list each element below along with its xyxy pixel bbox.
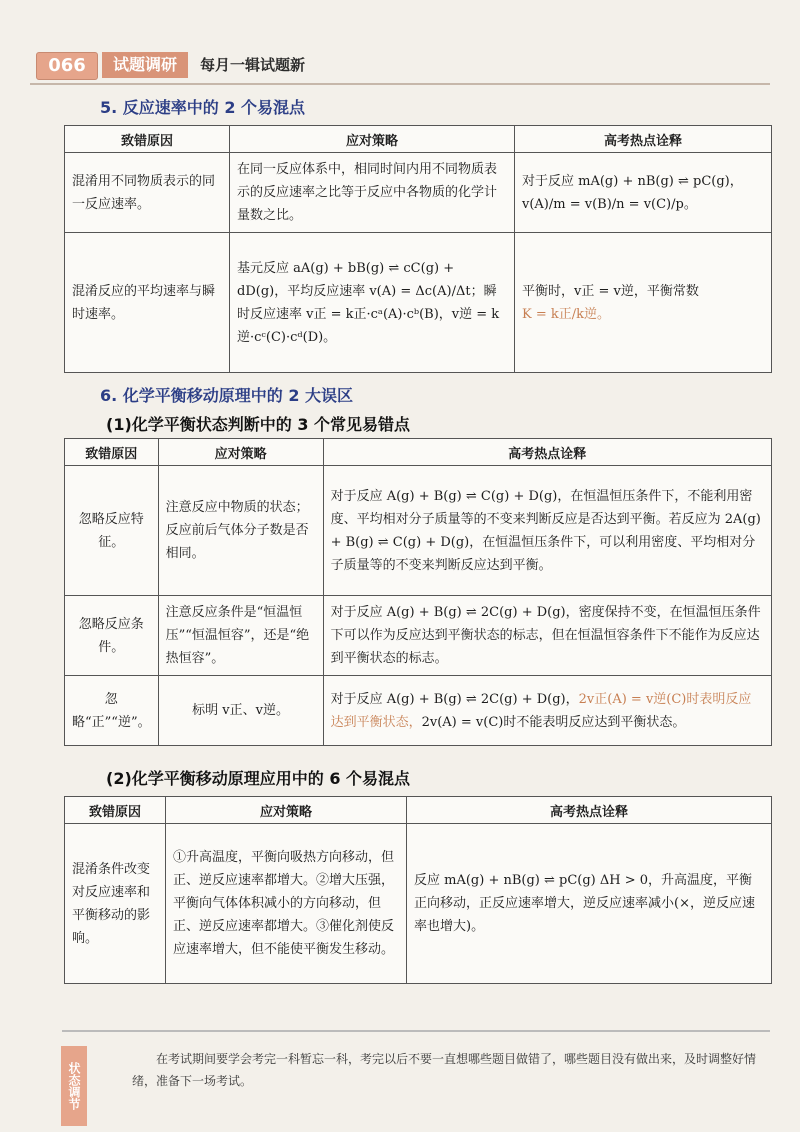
note-cell [323, 676, 771, 746]
header-cause: 致错原因 [65, 797, 166, 824]
note-cell: 对于反应 A(g) + B(g) ⇌ 2C(g) + D(g)，密度保持不变，在恒温恒压条件下可以作为反应达到平衡状态的标志，但在恒温恒容条件下不能作为反应达到平衡状态的标志。 [323, 596, 771, 676]
header-note: 高考热点诠释 [407, 797, 772, 824]
cause-cell: 混淆条件改变对反应速率和平衡移动的影响。 [65, 824, 166, 984]
note-highlight: 2v正(A) = v逆(C)时表明反应达到平衡状态， [330, 691, 752, 730]
part-2-title: (2)化学平衡移动原理应用中的 6 个易混点 [106, 769, 411, 788]
cause-cell: 混淆反应的平均速率与瞬时速率。 [65, 233, 230, 373]
part-2-table [64, 796, 772, 984]
note-cell [515, 233, 772, 373]
header-strategy: 应对策略 [166, 797, 407, 824]
section-5-table [64, 125, 772, 373]
header-note: 高考热点诠释 [515, 126, 772, 153]
section-5-title: 5. 反应速率中的 2 个易混点 [100, 98, 306, 117]
tagline: 每月一辑试题新 [200, 56, 306, 74]
note-text: 对于反应 A(g) + B(g) ⇌ 2C(g) + D(g)， [330, 691, 579, 707]
header-strategy: 应对策略 [158, 439, 323, 466]
page-header [30, 50, 770, 80]
header-divider [30, 83, 770, 85]
strategy-cell: 标明 v正、v逆。 [158, 676, 323, 746]
equilibrium-constant-formula: K = k正/k逆。 [522, 306, 611, 322]
strategy-cell: 注意反应中物质的状态；反应前后气体分子数是否相同。 [158, 466, 323, 596]
cause-cell: 混淆用不同物质表示的同一反应速率。 [65, 153, 230, 233]
page-number: 066 [36, 52, 98, 80]
strategy-cell: 基元反应 aA(g) + bB(g) ⇌ cC(g) + dD(g)，平均反应速率 v(A) = Δc(A)/Δt；瞬时反应速率 v正 = k正·cᵃ(A)·cᵇ(B)，v逆 = k逆·cᶜ(C)·cᵈ(D)。 [230, 233, 515, 373]
strategy-cell: ①升高温度，平衡向吸热方向移动，但正、逆反应速率都增大。②增大压强，平衡向气体体积减小的方向移动，但正、逆反应速率都增大。③催化剂使反应速率增大，但不能使平衡发生移动。 [166, 824, 407, 984]
strategy-cell: 在同一反应体系中，相同时间内用不同物质表示的反应速率之比等于反应中各物质的化学计量数之比。 [230, 153, 515, 233]
strategy-cell: 注意反应条件是“恒温恒压”“恒温恒容”，还是“绝热恒容”。 [158, 596, 323, 676]
cause-cell: 忽略反应特征。 [65, 466, 159, 596]
cause-cell: 忽略“正”“逆”。 [65, 676, 159, 746]
part-1-table [64, 438, 772, 746]
footer-text: 在考试期间要学会考完一科暂忘一科，考完以后不要一直想哪些题目做错了，哪些题目没有做出来，及时调整好情绪，准备下一场考试。 [132, 1052, 757, 1088]
header-cause: 致错原因 [65, 126, 230, 153]
note-cell: 对于反应 mA(g) + nB(g) ⇌ pC(g)，v(A)/m = v(B)/n = v(C)/p。 [515, 153, 772, 233]
note-cell: 对于反应 A(g) + B(g) ⇌ C(g) + D(g)，在恒温恒压条件下，不能利用密度、平均相对分子质量等的不变来判断反应是否达到平衡。若反应为 2A(g) + B(g) ⇌ C(g) + D(g)，在恒温恒压条件下，可以利用密度、平均相对分子质量等的不变来判断反应达到平衡。 [323, 466, 771, 596]
header-note: 高考热点诠释 [323, 439, 771, 466]
footer-tip [62, 1030, 770, 1110]
note-cell: 反应 mA(g) + nB(g) ⇌ pC(g) ΔH > 0，升高温度，平衡正向移动，正反应速率增大，逆反应速率减小(×，逆反应速率也增大)。 [407, 824, 772, 984]
note-text: 2v(A) = v(C)时不能表明反应达到平衡状态。 [421, 714, 686, 730]
column-tag: 试题调研 [102, 52, 188, 78]
note-text: 平衡时，v正 = v逆，平衡常数 [522, 283, 699, 299]
part-1-title: (1)化学平衡状态判断中的 3 个常见易错点 [106, 415, 411, 434]
footer-label: 状态调节 [61, 1046, 87, 1126]
cause-cell: 忽略反应条件。 [65, 596, 159, 676]
section-6-title: 6. 化学平衡移动原理中的 2 大误区 [100, 386, 354, 405]
header-cause: 致错原因 [65, 439, 159, 466]
header-strategy: 应对策略 [230, 126, 515, 153]
